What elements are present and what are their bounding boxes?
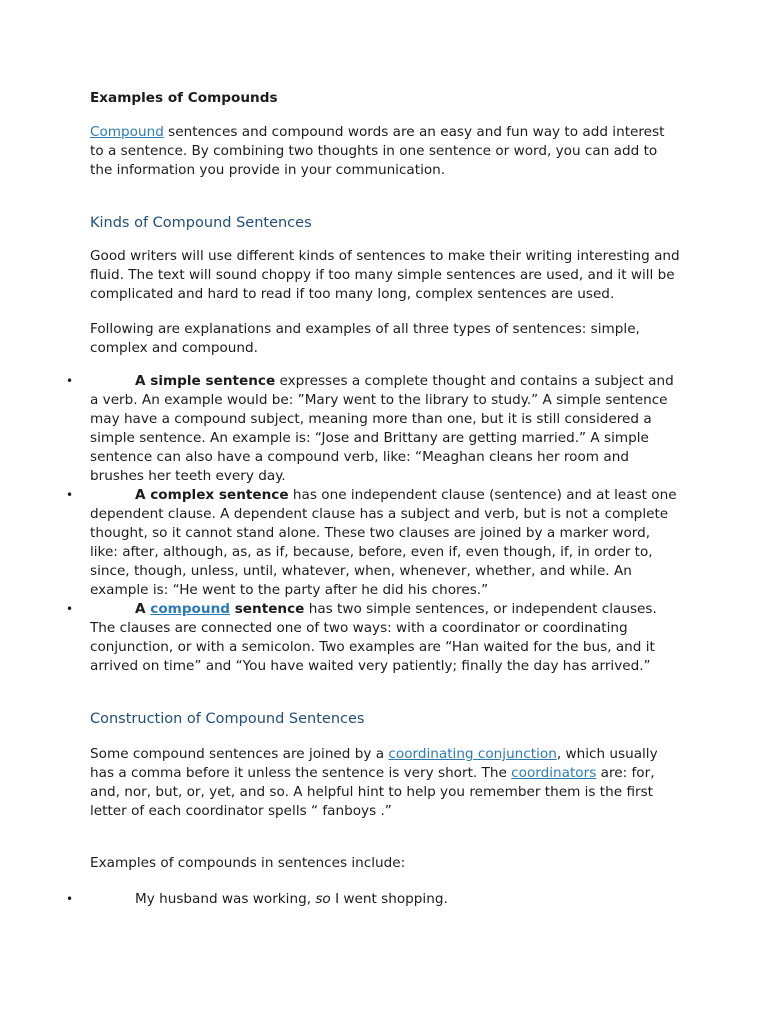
document-title: Examples of Compounds bbox=[90, 90, 278, 106]
example-emphasis: so bbox=[315, 891, 331, 907]
examples-list bbox=[66, 890, 680, 909]
section-heading-construction: Construction of Compound Sentences bbox=[90, 711, 365, 727]
sentence-types-list bbox=[66, 372, 680, 676]
bullet-icon: • bbox=[66, 488, 74, 502]
complex-sentence-term: A complex sentence bbox=[135, 487, 289, 503]
bullet-icon: • bbox=[66, 602, 74, 616]
kinds-paragraph-1: Good writers will use different kinds of sentences to make their writing interesting and fluid. The text will sound choppy if too many simple sentences are used, and it will be complicated and hard to read if too many long, complex sentences are used. bbox=[90, 248, 680, 302]
compound-sentence-term-a: A bbox=[135, 601, 151, 617]
example-text-b: I went shopping. bbox=[330, 891, 448, 907]
construction-text-a: Some compound sentences are joined by a bbox=[90, 746, 389, 762]
simple-sentence-text: expresses a complete thought and contains a subject and a verb. An example would be: ”Mary went to the library to study.” A simple sentence may have a compound subject, meaning more than one, but it is still considered a simple sentence. An example is: “Jose and Brittany are getting married.” A simple sentence can also have a compound verb, like: “Meaghan cleans her room and brushes her teeth every day. bbox=[90, 373, 674, 484]
construction-paragraph bbox=[90, 745, 680, 821]
list-item bbox=[66, 890, 680, 909]
examples-intro: Examples of compounds in sentences include: bbox=[90, 855, 406, 871]
bullet-icon: • bbox=[66, 374, 74, 388]
list-item bbox=[66, 486, 680, 600]
intro-text: sentences and compound words are an easy and fun way to add interest to a sentence. By combining two thoughts in one sentence or word, you can add to the information you provide in your communication. bbox=[90, 124, 665, 178]
intro-paragraph bbox=[90, 123, 680, 180]
kinds-paragraph-2: Following are explanations and examples of all three types of sentences: simple, complex and compound. bbox=[90, 321, 640, 356]
compound-link[interactable]: Compound bbox=[90, 124, 164, 140]
coordinating-conjunction-link[interactable]: coordinating conjunction bbox=[388, 746, 557, 762]
section-heading-kinds: Kinds of Compound Sentences bbox=[90, 215, 312, 231]
compound-sentence-text: has two simple sentences, or independent clauses. The clauses are connected one of two ways: with a coordinator or coordinating conjunction, or with a semicolon. Two examples are “Han waited for the bus, and it arrived on time” and “You have waited very patiently; finally the day has arrived.” bbox=[90, 601, 657, 674]
construction-text-c: are: for, and, nor, but, or, yet, and so. A helpful hint to help you remember them is the first letter of each coordinator spells “ fanboys .” bbox=[90, 765, 655, 819]
document-page bbox=[66, 88, 680, 909]
list-item bbox=[66, 600, 680, 676]
example-text-a: My husband was working, bbox=[135, 891, 316, 907]
complex-sentence-text: has one independent clause (sentence) and at least one dependent clause. A dependent clause has a subject and verb, but is not a complete thought, so it cannot stand alone. These two clauses are joined by a marker word, like: after, although, as, as if, because, before, even if, even though, if, in order to, since, though, unless, until, whatever, when, whenever, whether, and while. An example is: “He went to the party after he did his chores.” bbox=[90, 487, 677, 598]
compound-term-link[interactable]: compound bbox=[150, 601, 230, 617]
list-item bbox=[66, 372, 680, 486]
simple-sentence-term: A simple sentence bbox=[135, 373, 276, 389]
compound-sentence-term-b: sentence bbox=[229, 601, 305, 617]
coordinators-link[interactable]: coordinators bbox=[511, 765, 597, 781]
bullet-icon: • bbox=[66, 892, 74, 906]
construction-text-b: , which usually has a comma before it unless the sentence is very short. The bbox=[90, 746, 658, 781]
